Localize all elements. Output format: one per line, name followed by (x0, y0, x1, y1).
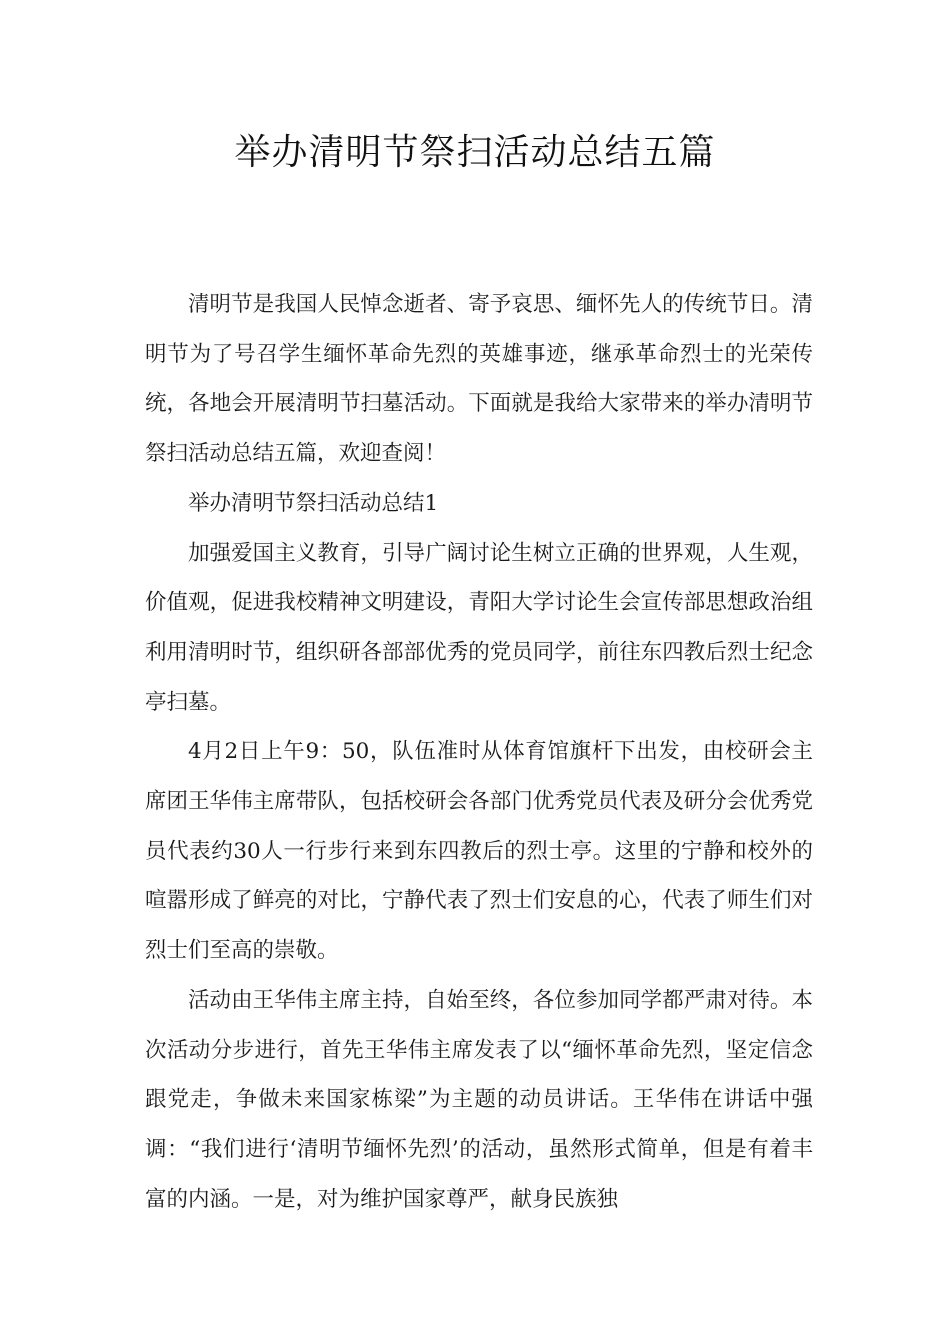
paragraph-intro: 清明节是我国人民悼念逝者、寄予哀思、缅怀先人的传统节日。清明节为了号召学生缅怀革命先烈的英雄事迹，继承革命烈士的光荣传统，各地会开展清明节扫墓活动。下面就是我给大家带来的举办清明节祭扫活动总结五篇，欢迎查阅！ (145, 292, 813, 467)
section-heading-1: 举办清明节祭扫活动总结1 (188, 490, 439, 516)
paragraph-departure: 4月2日上午9：50，队伍准时从体育馆旗杆下出发，由校研会主席团王华伟主席带队，包括校研会各部门优秀党员代表及研分会优秀党员代表约30人一行步行来到东四教后的烈士亭。这里的宁静和校外的喧嚣形成了鲜亮的对比，宁静代表了烈士们安息的心，代表了师生们对烈士们至高的崇敬。 (145, 739, 813, 964)
document-title: 举办清明节祭扫活动总结五篇 (234, 132, 716, 173)
paragraph-purpose: 加强爱国主义教育，引导广阔讨论生树立正确的世界观，人生观，价值观，促进我校精神文明建设，青阳大学讨论生会宣传部思想政治组利用清明时节，组织研各部部优秀的党员同学，前往东四教后烈士纪念亭扫墓。 (145, 540, 813, 715)
paragraph-ceremony: 活动由王华伟主席主持，自始至终，各位参加同学都严肃对待。本次活动分步进行，首先王华伟主席发表了以“缅怀革命先烈，坚定信念跟党走，争做未来国家栋梁”为主题的动员讲话。王华伟在讲话中强调：“我们进行‘清明节缅怀先烈’的活动，虽然形式简单，但是有着丰富的内涵。一是，对为维护国家尊严，献身民族独 (145, 987, 813, 1212)
document-body (145, 280, 813, 1224)
